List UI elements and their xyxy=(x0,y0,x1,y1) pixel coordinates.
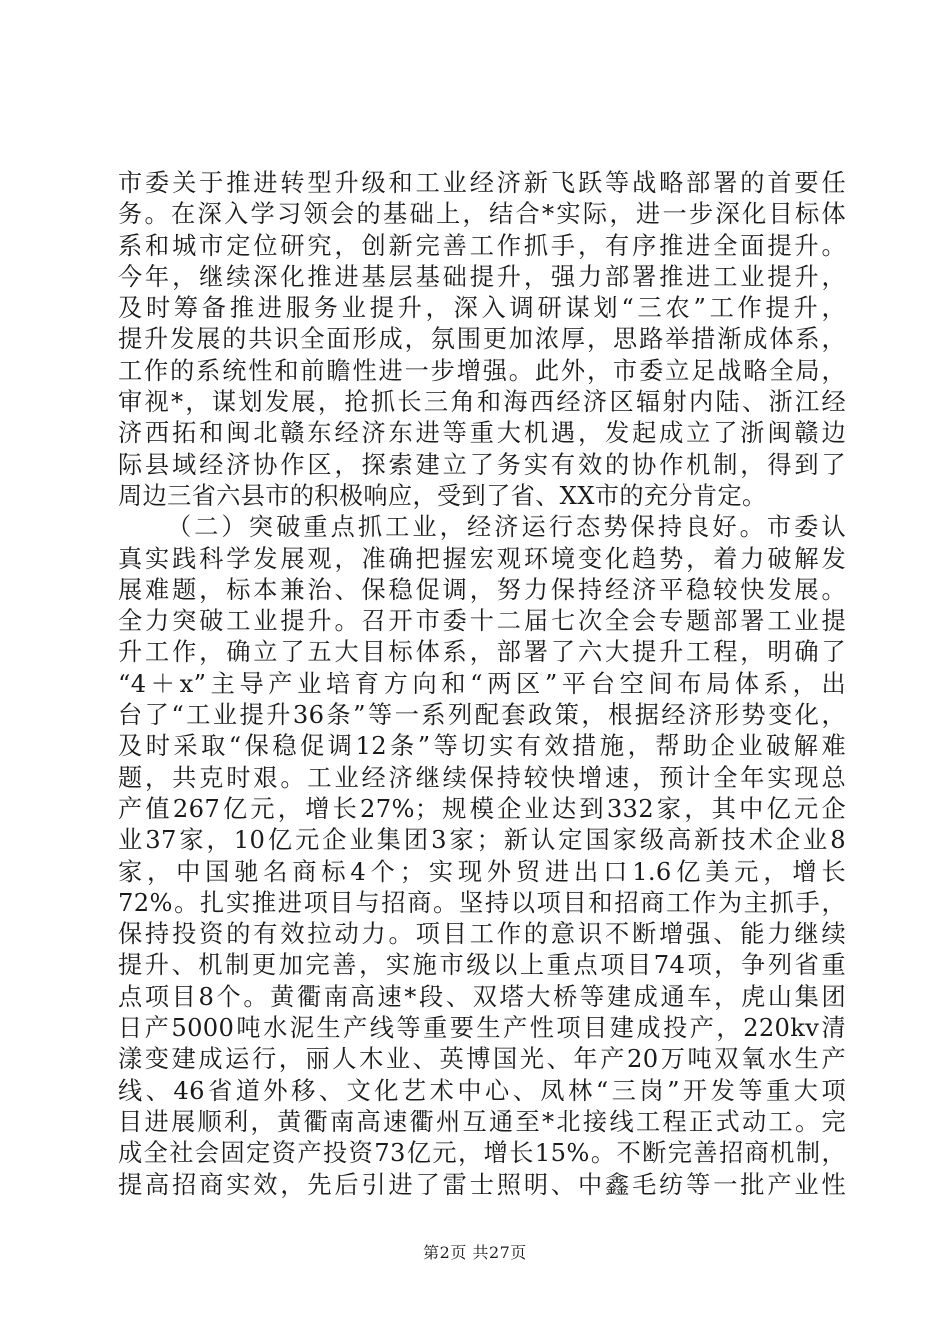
page-number-label: 第2页 共27页 xyxy=(423,1243,527,1262)
text-line: 及时筹备推进服务业提升，深入调研谋划“三农”工作提升， xyxy=(118,294,846,323)
text-line: 点项目8个。黄衢南高速*段、双塔大桥等建成通车，虎山集团 xyxy=(118,982,846,1011)
text-line: “4＋x”主导产业培育方向和“两区”平台空间布局体系，出 xyxy=(118,669,846,698)
text-line: 际县域经济协作区，探索建立了务实有效的协作机制，得到了 xyxy=(118,450,846,479)
text-line: 及时采取“保稳促调12条”等切实有效措施，帮助企业破解难 xyxy=(118,732,846,761)
text-line: 成全社会固定资产投资73亿元，增长15%。不断完善招商机制， xyxy=(118,1139,846,1168)
text-line: 周边三省六县市的积极响应，受到了省、XX市的充分肯定。 xyxy=(118,481,767,510)
text-line: 真实践科学发展观，准确把握宏观环境变化趋势，着力破解发 xyxy=(118,544,846,573)
text-line: 目进展顺利，黄衢南高速衢州互通至*北接线工程正式动工。完 xyxy=(118,1107,846,1136)
text-line: 72%。扎实推进项目与招商。坚持以项目和招商工作为主抓手， xyxy=(118,888,846,917)
page-footer xyxy=(0,1243,950,1263)
text-line: 日产5000吨水泥生产线等重要生产性项目建成投产，220kv清 xyxy=(118,1014,846,1043)
text-line: 提高招商实效，先后引进了雷士照明、中鑫毛纺等一批产业性 xyxy=(118,1170,846,1199)
text-line: 漾变建成运行，丽人木业、英博国光、年产20万吨双氧水生产 xyxy=(118,1045,846,1074)
text-line: 审视*，谋划发展，抢抓长三角和海西经济区辐射内陆、浙江经 xyxy=(118,388,846,417)
text-line: 保持投资的有效拉动力。项目工作的意识不断增强、能力继续 xyxy=(118,920,846,949)
text-line: 台了“工业提升36条”等一系列配套政策，根据经济形势变化， xyxy=(118,701,846,730)
text-line: 产值267亿元，增长27%；规模企业达到332家，其中亿元企 xyxy=(118,794,846,823)
text-line: 展难题，标本兼治、保稳促调，努力保持经济平稳较快发展。 xyxy=(118,575,846,604)
body-text xyxy=(118,168,846,1201)
text-line: 业37家，10亿元企业集团3家；新认定国家级高新技术企业8 xyxy=(118,826,846,855)
text-line: 务。在深入学习领会的基础上，结合*实际，进一步深化目标体 xyxy=(118,200,846,229)
text-line: 题，共克时艰。工业经济继续保持较快增速，预计全年实现总 xyxy=(118,763,846,792)
text-line: 提升发展的共识全面形成，氛围更加浓厚，思路举措渐成体系， xyxy=(118,325,846,354)
section-heading-line: （二）突破重点抓工业，经济运行态势保持良好。市委认 xyxy=(167,513,846,542)
text-line: 线、46省道外移、文化艺术中心、凤林“三岗”开发等重大项 xyxy=(118,1076,846,1105)
text-line: 市委关于推进转型升级和工业经济新飞跃等战略部署的首要任 xyxy=(118,169,846,197)
text-line: 今年，继续深化推进基层基础提升，强力部署推进工业提升， xyxy=(118,262,846,291)
text-line: 济西拓和闽北赣东经济东进等重大机遇，发起成立了浙闽赣边 xyxy=(118,419,846,448)
text-line: 提升、机制更加完善，实施市级以上重点项目74项，争列省重 xyxy=(118,951,846,980)
text-line: 工作的系统性和前瞻性进一步增强。此外，市委立足战略全局， xyxy=(118,356,846,385)
text-line: 全力突破工业提升。召开市委十二届七次全会专题部署工业提 xyxy=(118,607,846,636)
text-line: 系和城市定位研究，创新完善工作抓手，有序推进全面提升。 xyxy=(118,231,846,260)
text-line: 家，中国驰名商标4个；实现外贸进出口1.6亿美元，增长 xyxy=(118,857,846,886)
text-line: 升工作，确立了五大目标体系，部署了六大提升工程，明确了 xyxy=(118,638,846,667)
